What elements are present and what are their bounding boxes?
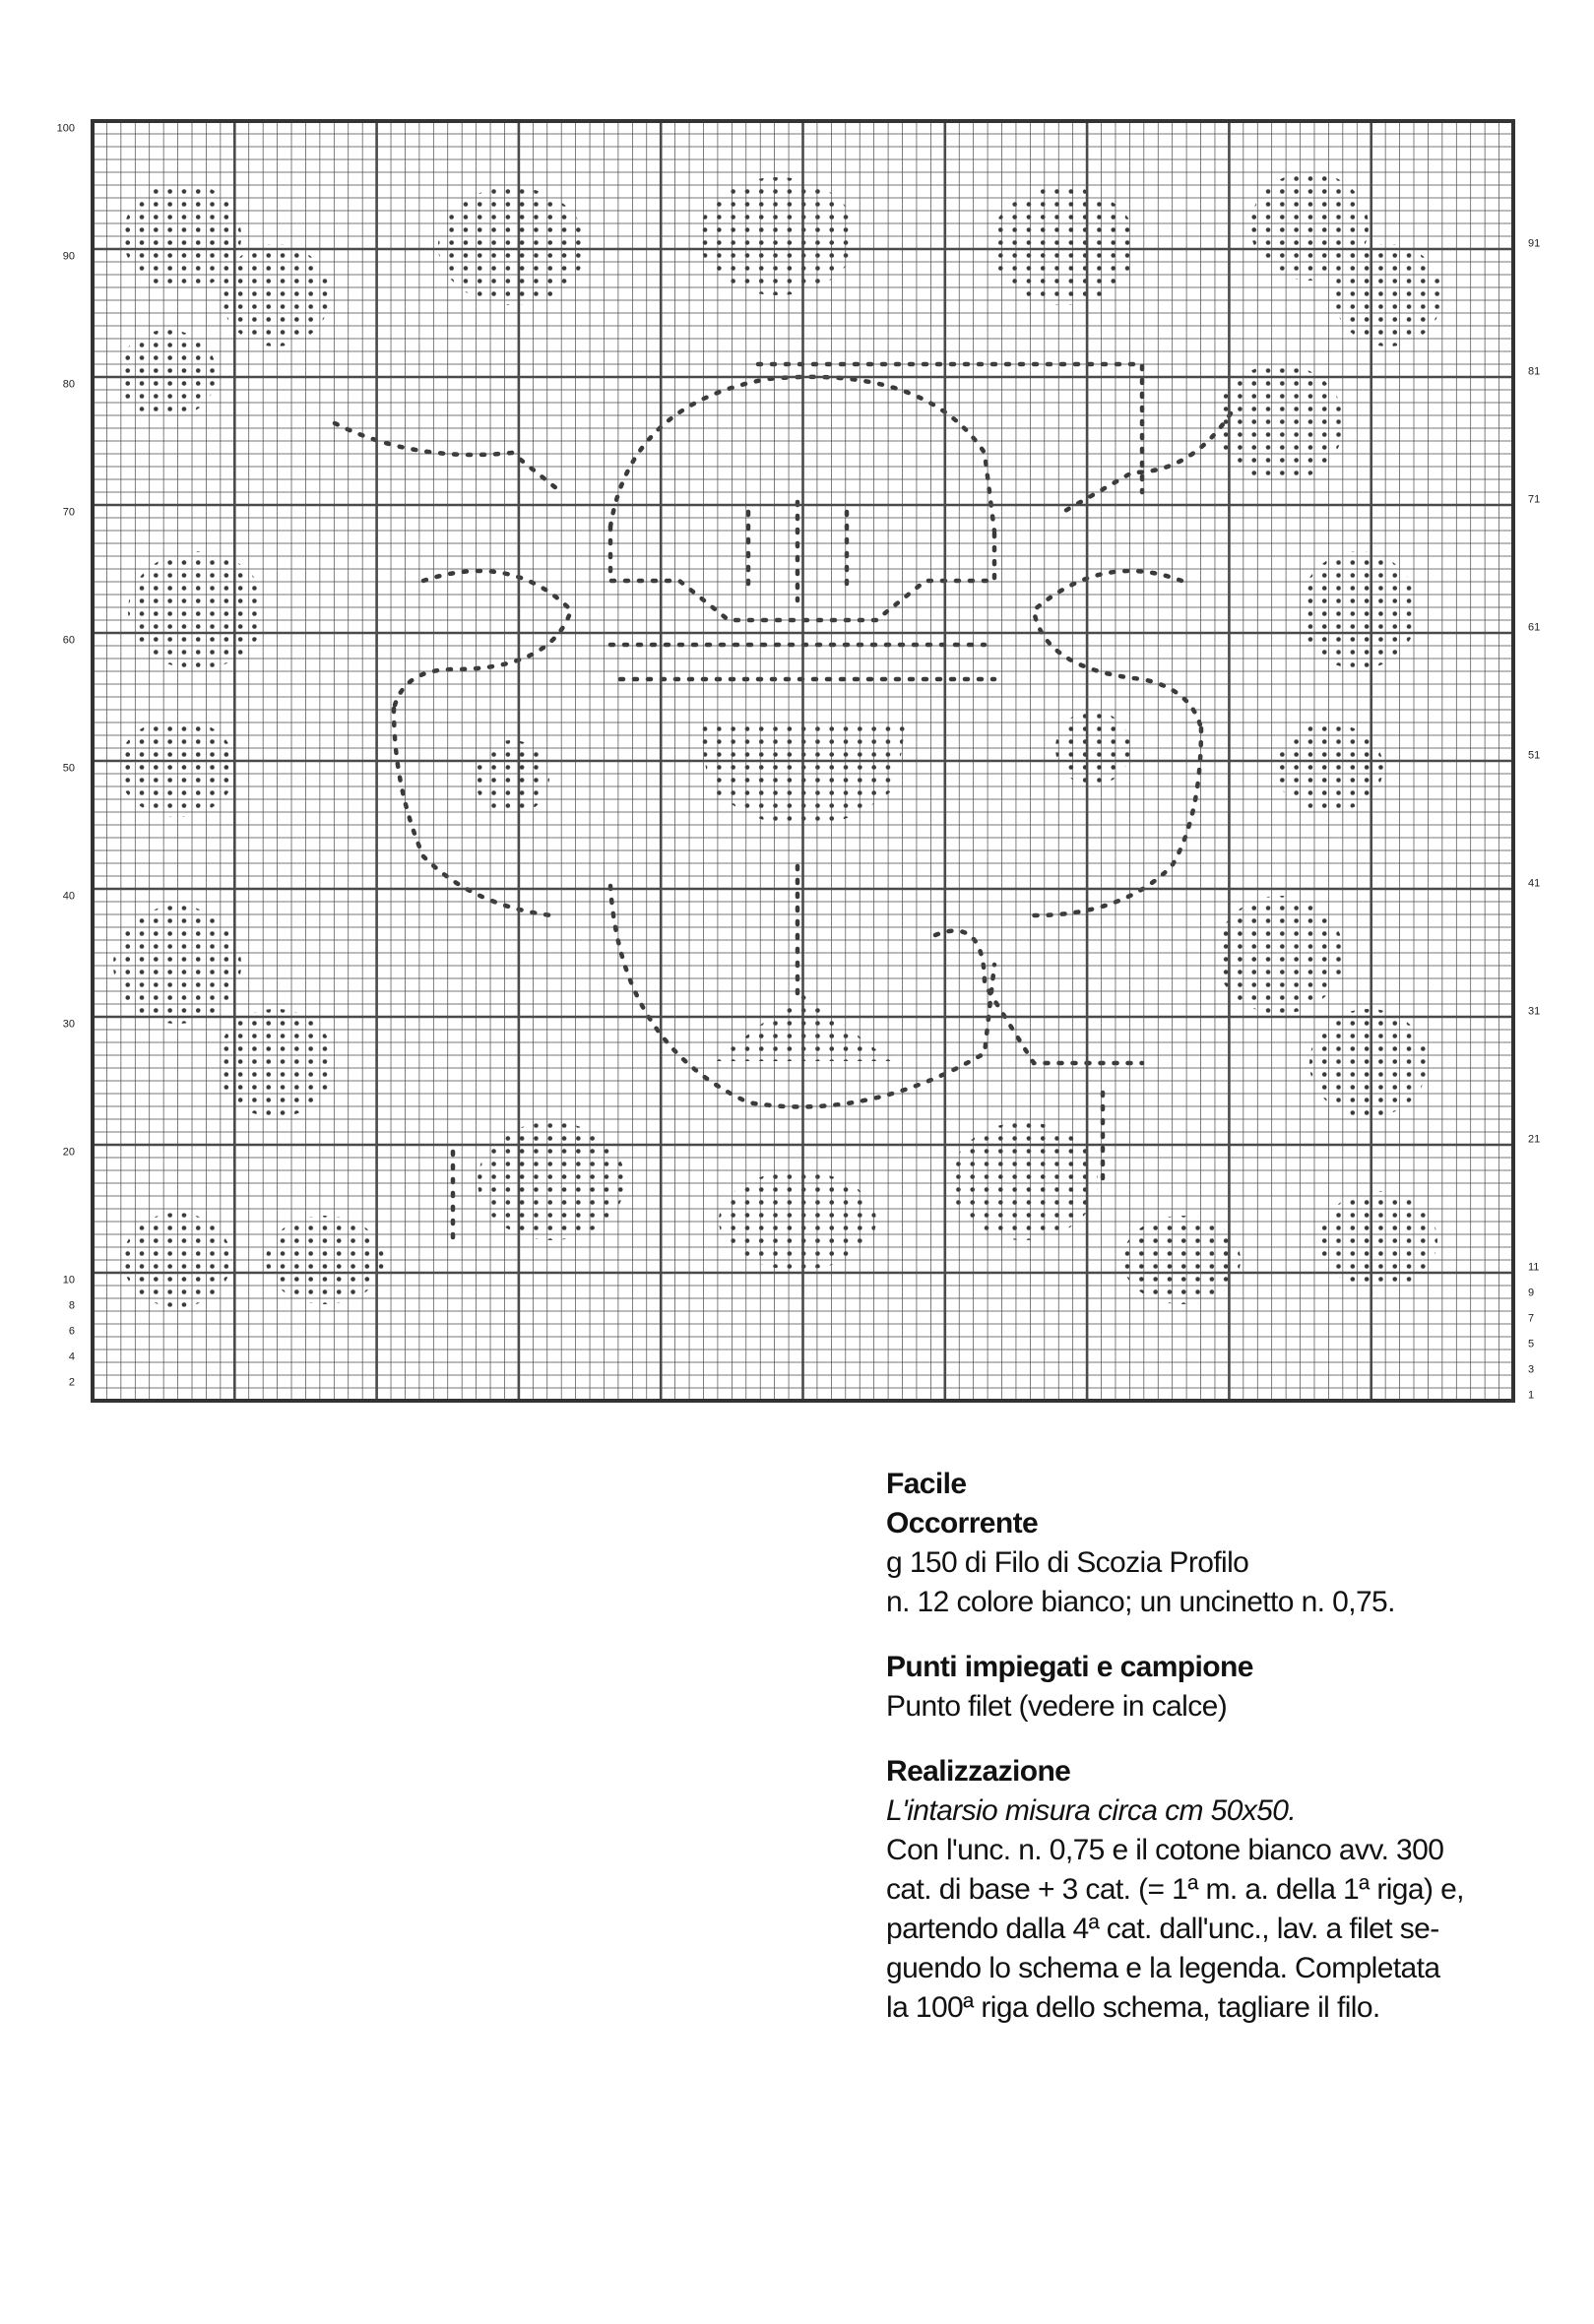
left-axis-label: 60	[62, 634, 75, 647]
right-axis-label: 5	[1528, 1338, 1535, 1350]
right-axis-label: 7	[1528, 1312, 1535, 1325]
right-axis-label: 61	[1528, 621, 1541, 634]
left-axis-label: 50	[62, 762, 75, 775]
right-axis-label: 51	[1528, 749, 1541, 762]
execution-line: cat. di base + 3 cat. (= 1ª m. a. della 1ª riga) e,	[886, 1873, 1464, 1906]
execution-heading: Realizzazione	[886, 1755, 1071, 1788]
left-axis-label: 10	[62, 1274, 75, 1287]
grid-lines	[93, 121, 1513, 1401]
left-axis-label: 6	[68, 1325, 75, 1338]
materials-line: g 150 di Filo di Scozia Profilo	[886, 1546, 1249, 1579]
left-axis-label: 70	[62, 506, 75, 519]
execution-line: partendo dalla 4ª cat. dall'unc., lav. a filet se-	[886, 1913, 1439, 1945]
execution-line: Con l'unc. n. 0,75 e il cotone bianco avv. 300	[886, 1834, 1444, 1866]
left-axis-label: 90	[62, 250, 75, 263]
left-axis-label: 40	[62, 890, 75, 903]
stitches-heading: Punti impiegati e campione	[886, 1651, 1253, 1683]
left-axis-label: 80	[62, 378, 75, 391]
right-axis-label: 9	[1528, 1287, 1535, 1299]
materials-heading: Occorrente	[886, 1507, 1039, 1539]
right-axis-label: 1	[1528, 1389, 1535, 1402]
materials-line: n. 12 colore bianco; un uncinetto n. 0,75.	[886, 1586, 1395, 1618]
execution-size: L'intarsio misura circa cm 50x50.	[886, 1794, 1297, 1827]
stitches-text: Punto filet (vedere in calce)	[886, 1690, 1228, 1723]
right-axis-label: 21	[1528, 1133, 1541, 1146]
right-axis-label: 11	[1528, 1261, 1540, 1274]
execution-line: la 100ª riga dello schema, tagliare il filo.	[886, 1991, 1380, 2024]
right-axis-label: 41	[1528, 877, 1541, 890]
left-axis-label: 2	[68, 1376, 75, 1389]
left-axis-label: 30	[62, 1018, 75, 1031]
difficulty-label: Facile	[886, 1468, 967, 1500]
left-axis-label: 20	[62, 1146, 75, 1159]
right-axis-label: 91	[1528, 237, 1541, 250]
pattern-info	[886, 1465, 1516, 2028]
left-axis-label: 100	[56, 122, 75, 135]
left-axis-label: 8	[68, 1299, 75, 1312]
right-axis-label: 3	[1528, 1363, 1535, 1376]
right-axis-label: 71	[1528, 493, 1541, 506]
right-axis-label: 81	[1528, 365, 1541, 378]
right-axis-label: 31	[1528, 1005, 1541, 1018]
execution-line: guendo lo schema e la legenda. Completata	[886, 1952, 1440, 1984]
left-axis-label: 4	[68, 1350, 75, 1363]
